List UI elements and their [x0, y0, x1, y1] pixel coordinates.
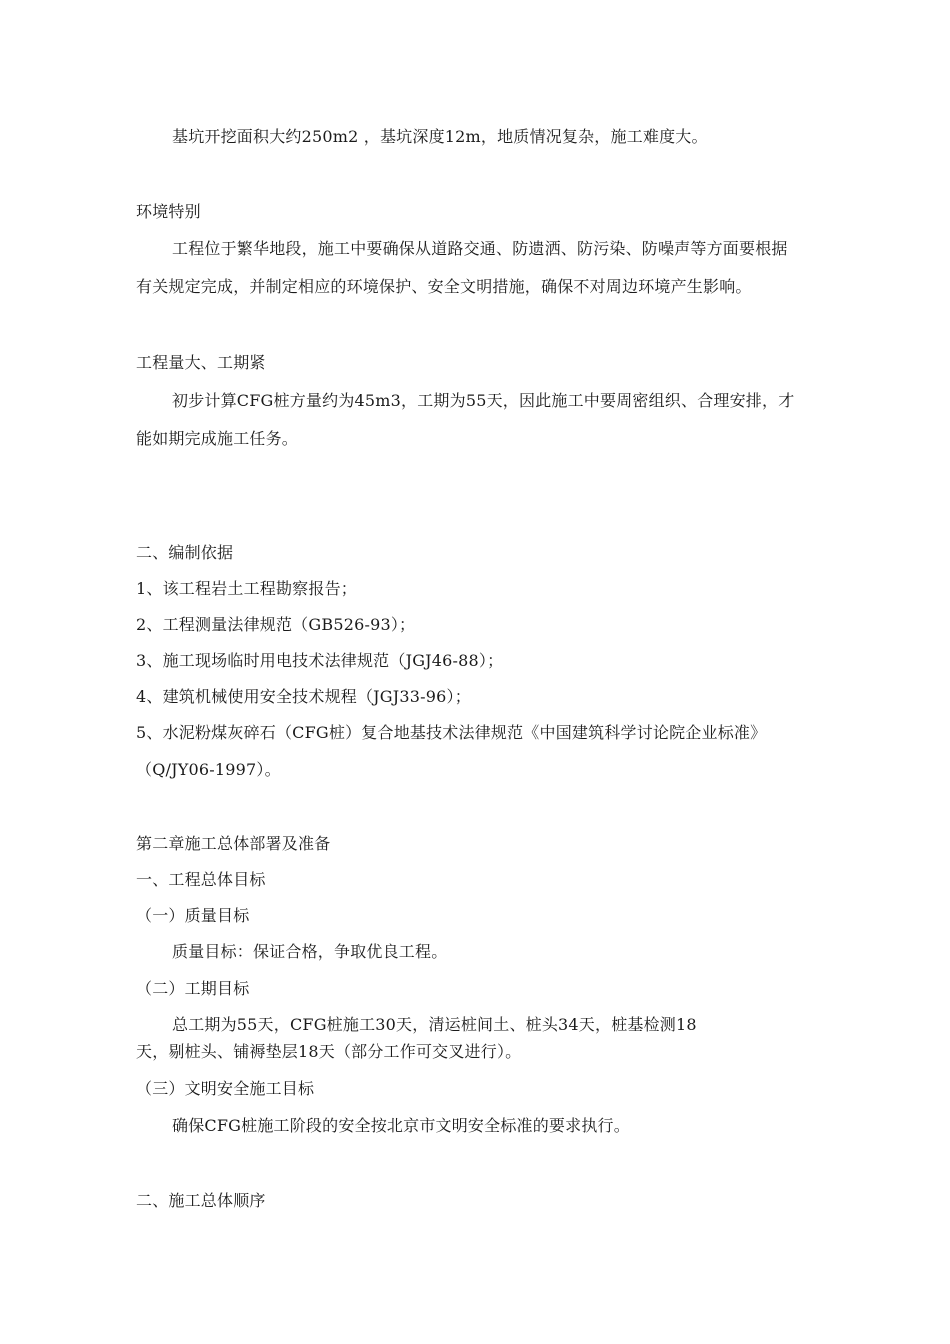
heading-basis: 二、编制依据	[136, 543, 234, 562]
chapter-title: 第二章施工总体部署及准备	[136, 834, 331, 853]
paragraph-civil-safety: 确保CFG桩施工阶段的安全按北京市文明安全标准的要求执行。	[172, 1116, 630, 1135]
heading-civil-safety-goal: （三）文明安全施工目标	[136, 1079, 315, 1098]
heading-construction-order: 二、施工总体顺序	[136, 1191, 266, 1210]
paragraph-environment-line2: 有关规定完成，并制定相应的环境保护、安全文明措施，确保不对周边环境产生影响。	[136, 277, 752, 296]
paragraph-quantity-line1: 初步计算CFG桩方量约为45m3，工期为55天，因此施工中要周密组织、合理安排，才	[172, 391, 795, 410]
basis-item: 3、施工现场临时用电技术法律规范（JGJ46-88）；	[136, 651, 504, 670]
basis-item: 1、该工程岩土工程勘察报告；	[136, 579, 357, 598]
paragraph-schedule-line2: 天，剔桩头、铺褥垫层18天（部分工作可交叉进行）。	[136, 1042, 522, 1061]
basis-item: （Q/JY06-1997）。	[136, 760, 281, 779]
basis-item: 5、水泥粉煤灰碎石（CFG桩）复合地基技术法律规范《中国建筑科学讨论院企业标准》	[136, 723, 767, 742]
heading-schedule-goal: （二）工期目标	[136, 979, 250, 998]
paragraph-environment-line1: 工程位于繁华地段，施工中要确保从道路交通、防遗洒、防污染、防噪声等方面要根据	[172, 239, 788, 258]
paragraph-quantity-line2: 能如期完成施工任务。	[136, 429, 299, 448]
paragraph-excavation: 基坑开挖面积大约250m2 ，基坑深度12m，地质情况复杂，施工难度大。	[172, 127, 708, 146]
paragraph-quality-goal: 质量目标：保证合格，争取优良工程。	[172, 942, 448, 961]
basis-item: 2、工程测量法律规范（GB526-93）；	[136, 615, 416, 634]
heading-overall-goal: 一、工程总体目标	[136, 870, 266, 889]
heading-environment: 环境特别	[136, 202, 201, 221]
heading-quality-goal: （一）质量目标	[136, 906, 250, 925]
paragraph-schedule-line1: 总工期为55天，CFG桩施工30天，清运桩间土、桩头34天，桩基检测18	[172, 1015, 697, 1034]
heading-quantity: 工程量大、工期紧	[136, 353, 266, 372]
basis-item: 4、建筑机械使用安全技术规程（JGJ33-96）；	[136, 687, 471, 706]
